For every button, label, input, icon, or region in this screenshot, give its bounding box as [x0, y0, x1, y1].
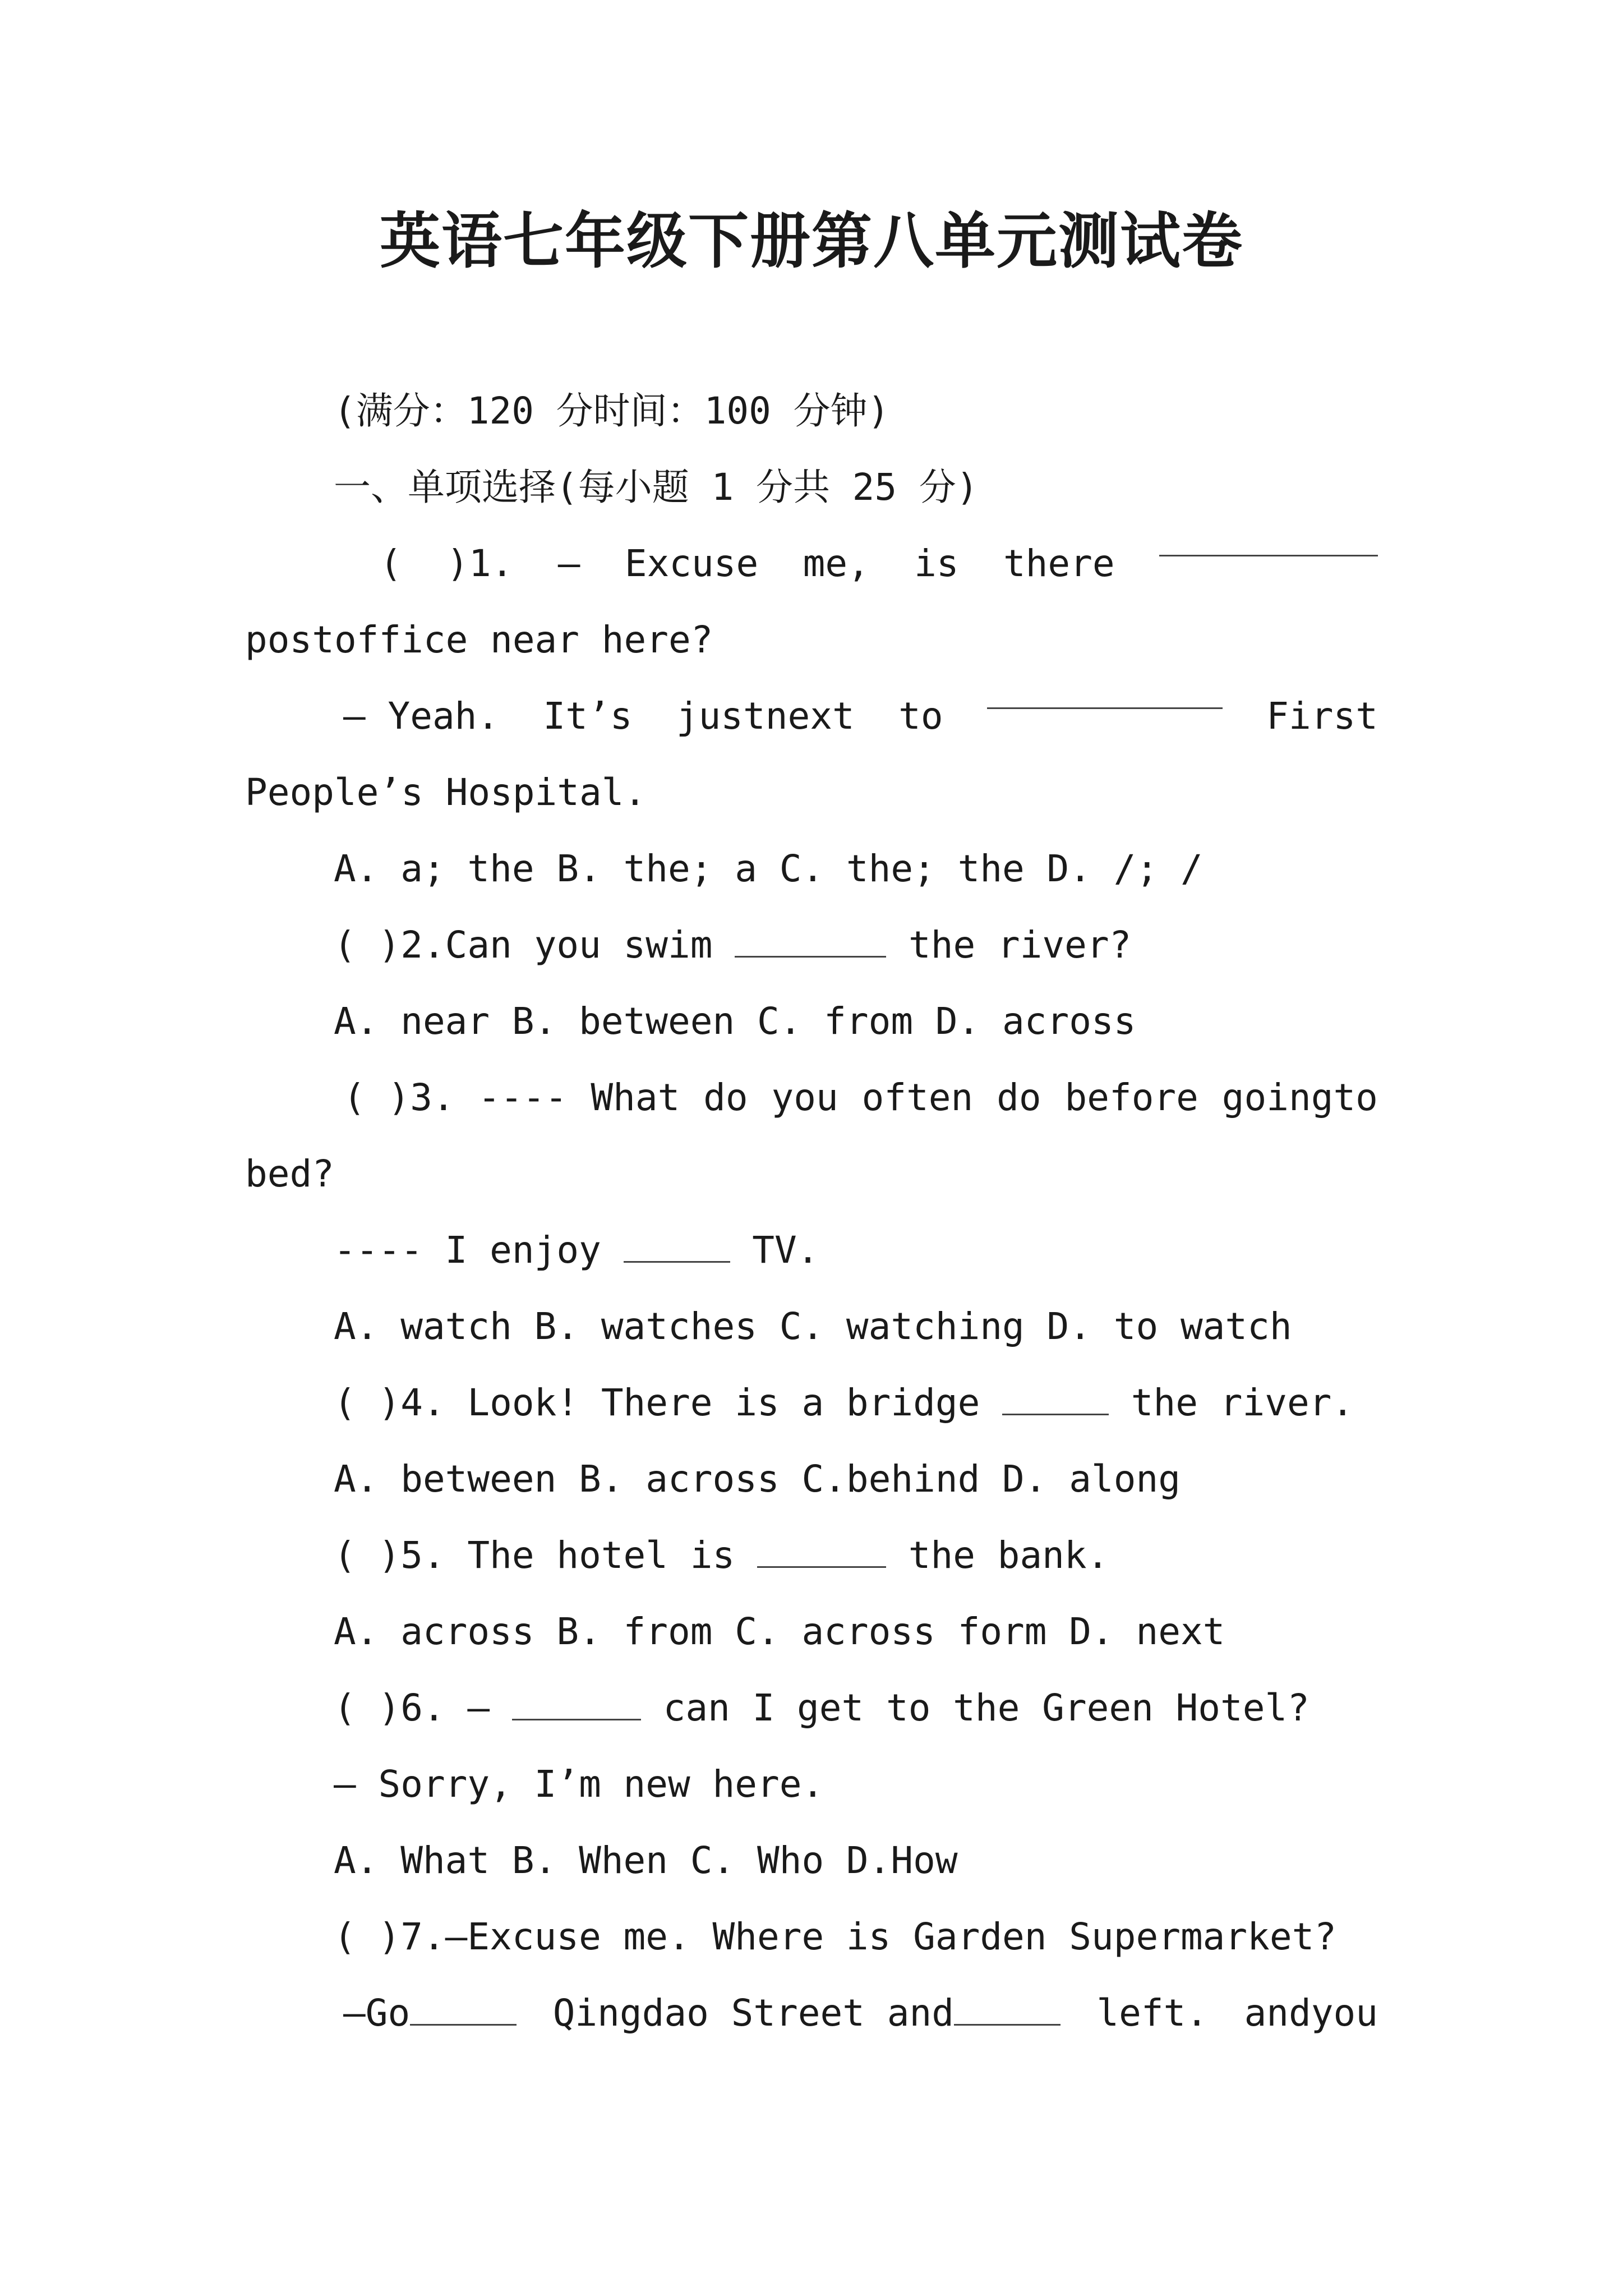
answer-blank: [757, 1537, 886, 1568]
question-1-stem: ( )1. — Excuse me, is there: [245, 526, 1378, 602]
section-heading: 一、单项选择(每小题 1 分共 25 分): [334, 466, 979, 509]
question-5-options: A. across B. from C. across form D. next: [334, 1610, 1225, 1653]
question-1-options: A. a; the B. the; a C. the; the D. /; /: [334, 847, 1203, 890]
answer-blank: [624, 1232, 730, 1263]
question-1-reply-cont: People’s Hospital.: [245, 771, 647, 814]
answer-blank: [410, 1995, 517, 2026]
question-6-stem: ( )6. — can I get to the Green Hotel?: [334, 1686, 1310, 1729]
answer-blank: [987, 678, 1223, 709]
score-time-info: (满分：120 分时间：100 分钟): [334, 389, 890, 432]
question-7-reply: —Go Qingdao Street and left. andyou: [343, 1991, 1378, 2035]
answer-blank: [1159, 526, 1378, 556]
question-1-stem-cont: postoffice near here?: [245, 618, 713, 661]
answer-blank: [954, 1995, 1061, 2026]
question-6-options: A. What B. When C. Who D.How: [334, 1839, 958, 1882]
question-4-stem: ( )4. Look! There is a bridge the river.: [334, 1381, 1354, 1424]
question-6-reply: — Sorry, I’m new here.: [334, 1763, 824, 1806]
question-7-stem: ( )7.—Excuse me. Where is Garden Supermarket?: [334, 1915, 1337, 1958]
answer-blank: [735, 927, 886, 958]
answer-blank: [512, 1690, 641, 1720]
question-2-stem: ( )2.Can you swim the river?: [334, 923, 1132, 967]
question-4-options: A. between B. across C.behind D. along: [334, 1457, 1181, 1501]
document-body: [245, 373, 1378, 2051]
question-5-stem: ( )5. The hotel is the bank.: [334, 1534, 1109, 1577]
question-2-options: A. near B. between C. from D. across: [334, 1000, 1136, 1043]
question-3-options: A. watch B. watches C. watching D. to watch: [334, 1305, 1292, 1348]
question-3-stem: ( )3. ---- What do you often do before goingto: [343, 1076, 1378, 1119]
page-title: 英语七年级下册第八单元测试卷: [379, 206, 1243, 277]
question-1-reply: — Yeah. It’s justnext to First: [245, 678, 1378, 754]
answer-blank: [1002, 1384, 1109, 1415]
question-3-reply: ---- I enjoy TV.: [334, 1228, 819, 1272]
question-3-stem-cont: bed?: [245, 1152, 334, 1195]
